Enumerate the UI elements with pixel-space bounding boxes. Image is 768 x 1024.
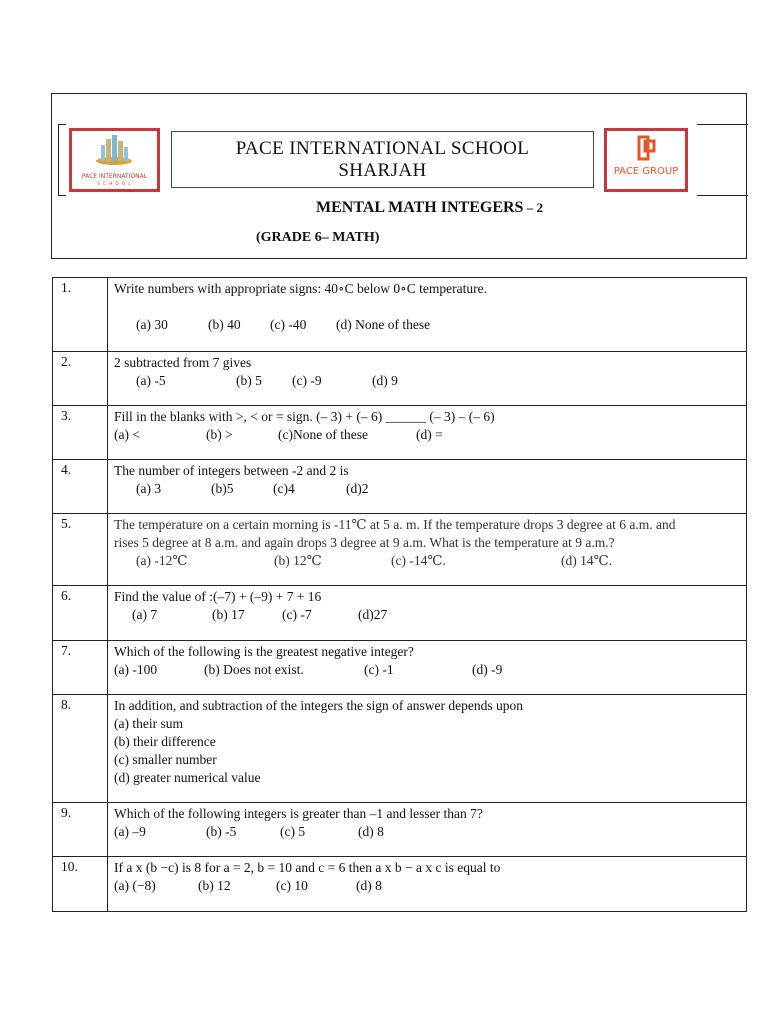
question-row	[53, 406, 747, 460]
option-b: (b) 40	[208, 317, 241, 332]
option-c: (c)None of these	[278, 427, 368, 442]
option-b: (b)5	[211, 481, 234, 496]
option-d: (d) =	[416, 427, 443, 442]
question-text: Which of the following is the greatest negative integer?	[114, 644, 414, 659]
option-b: (b) their difference	[114, 734, 216, 749]
question-text-line1: The temperature on a certain morning is -11℃ at 5 a. m. If the temperature drops 3 degree at 6 a.m. and	[114, 517, 676, 532]
school-logo	[69, 128, 160, 192]
option-a: (a) 3	[136, 481, 162, 496]
question-text-line2: rises 5 degree at 8 a.m. and again drops 3 degree at 9 a.m. What is the temperature at 9 a.m.?	[114, 535, 615, 550]
options-line	[114, 316, 746, 334]
option-c: (c) -40	[270, 317, 307, 332]
question-number: 8.	[53, 695, 108, 803]
question-text: Write numbers with appropriate signs: 40∘C below 0∘C temperature.	[114, 281, 487, 296]
question-text: The number of integers between -2 and 2 is	[114, 463, 349, 478]
header-rule-bottom	[697, 195, 748, 196]
question-text: Which of the following integers is greater than –1 and lesser than 7?	[114, 806, 483, 821]
option-b: (b) 12℃	[274, 553, 322, 568]
option-b: (b) 5	[236, 373, 262, 388]
question-row	[53, 460, 747, 514]
question-text: 2 subtracted from 7 gives	[114, 355, 252, 370]
option-b: (b) Does not exist.	[204, 662, 304, 677]
header-rule-top	[697, 124, 748, 125]
question-number: 1.	[53, 278, 108, 352]
worksheet-title	[316, 199, 543, 217]
header-bracket	[58, 124, 66, 196]
options-line	[114, 372, 746, 390]
question-row	[53, 641, 747, 695]
option-b: (b) 17	[212, 607, 245, 622]
question-body	[108, 406, 747, 460]
question-number: 10.	[53, 857, 108, 912]
options-line	[114, 877, 746, 895]
question-number: 3.	[53, 406, 108, 460]
question-text: Find the value of :(–7) + (–9) + 7 + 16	[114, 589, 322, 604]
options-line	[114, 552, 746, 570]
options-line	[114, 661, 746, 679]
question-text: If a x (b −c) is 8 for a = 2, b = 10 and c = 6 then a x b − a x c is equal to	[114, 860, 501, 875]
option-c: (c) smaller number	[114, 752, 217, 767]
option-d: (d) 8	[358, 824, 384, 839]
worksheet-title-suffix: – 2	[523, 200, 543, 215]
question-row	[53, 352, 747, 406]
option-c: (c)4	[273, 481, 295, 496]
question-body	[108, 695, 747, 803]
option-d: (d) 8	[356, 878, 382, 893]
option-d: (d) None of these	[336, 317, 431, 332]
options-line	[114, 606, 746, 624]
question-row	[53, 857, 747, 912]
question-body	[108, 803, 747, 857]
school-name: PACE INTERNATIONAL SCHOOL	[235, 138, 530, 159]
school-logo-text: PACE INTERNATIONAL	[81, 173, 148, 180]
option-a: (a) 30	[136, 317, 168, 332]
question-number: 5.	[53, 514, 108, 586]
option-d: (d) 9	[372, 373, 398, 388]
question-number: 2.	[53, 352, 108, 406]
question-body	[108, 352, 747, 406]
question-text: In addition, and subtraction of the integers the sign of answer depends upon	[114, 698, 524, 713]
option-c: (c) -7	[282, 607, 312, 622]
question-row	[53, 514, 747, 586]
option-d: (d) 14℃.	[561, 553, 613, 568]
group-logo	[604, 128, 688, 192]
option-a: (a) <	[114, 427, 140, 442]
school-logo-subtext: S C H O O L	[97, 181, 132, 186]
question-body	[108, 460, 747, 514]
option-d: (d)27	[358, 607, 388, 622]
option-d: (d) greater numerical value	[114, 770, 261, 785]
question-number: 7.	[53, 641, 108, 695]
option-c: (c) -9	[292, 373, 322, 388]
option-c: (c) 5	[280, 824, 306, 839]
worksheet-title-text: MENTAL MATH INTEGERS	[316, 199, 524, 216]
question-body	[108, 586, 747, 641]
option-a: (a) (−8)	[114, 878, 156, 893]
option-a: (a) –9	[114, 824, 146, 839]
question-number: 6.	[53, 586, 108, 641]
option-c: (c) 10	[276, 878, 308, 893]
option-d: (d)2	[346, 481, 369, 496]
options-line	[114, 823, 746, 841]
option-d: (d) -9	[472, 662, 503, 677]
question-number: 4.	[53, 460, 108, 514]
question-row	[53, 803, 747, 857]
option-b: (b) 12	[198, 878, 231, 893]
options-line	[114, 426, 746, 444]
options-line	[114, 480, 746, 498]
question-body	[108, 857, 747, 912]
group-logo-text: PACE GROUP	[613, 166, 679, 177]
question-body	[108, 514, 747, 586]
option-a: (a) their sum	[114, 716, 183, 731]
option-a: (a) -100	[114, 662, 158, 677]
option-a: (a) -5	[136, 373, 166, 388]
question-body	[108, 641, 747, 695]
question-number: 9.	[53, 803, 108, 857]
option-a: (a) 7	[132, 607, 158, 622]
option-c: (c) -1	[364, 662, 394, 677]
questions-table	[52, 277, 747, 912]
question-row	[53, 695, 747, 803]
question-row	[53, 586, 747, 641]
school-city: SHARJAH	[338, 160, 427, 181]
option-a: (a) -12℃	[136, 553, 188, 568]
option-c: (c) -14℃.	[391, 553, 446, 568]
worksheet-subtitle: (GRADE 6– MATH)	[256, 230, 380, 245]
option-b: (b) -5	[206, 824, 237, 839]
question-body	[108, 278, 747, 352]
option-b: (b) >	[206, 427, 233, 442]
question-text: Fill in the blanks with >, < or = sign. (– 3) + (– 6) ______ (– 3) – (– 6)	[114, 409, 495, 424]
question-row	[53, 278, 747, 352]
school-name-box	[171, 131, 594, 188]
